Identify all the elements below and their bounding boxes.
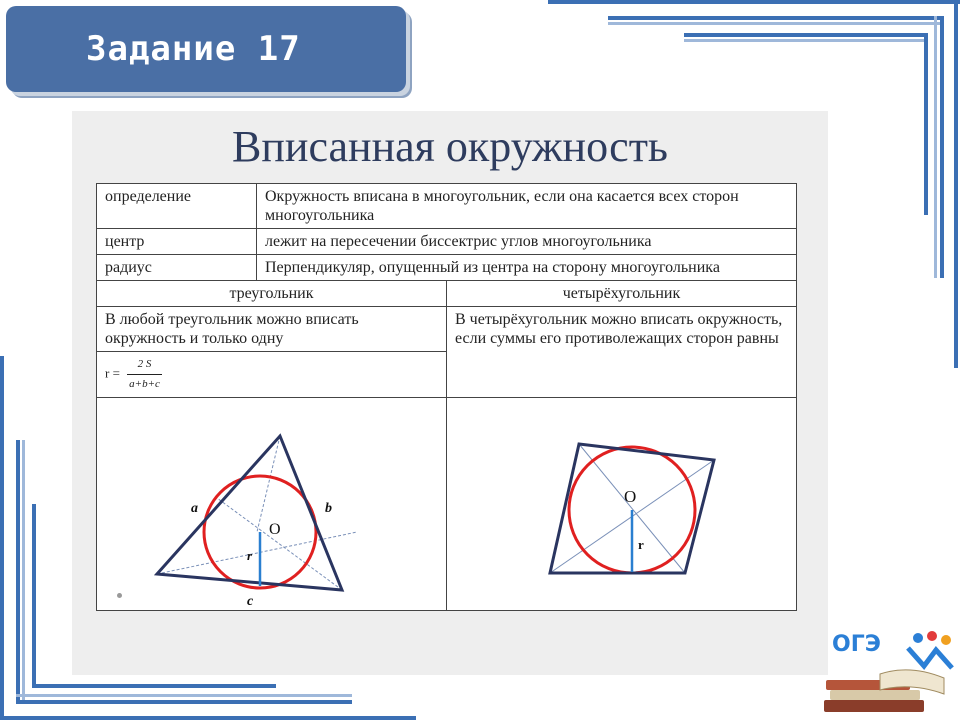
frame-line — [608, 22, 944, 25]
frame-line — [32, 684, 276, 688]
formula-numerator: 2 S — [127, 355, 162, 375]
term-cell: определение — [97, 184, 257, 229]
label-r: r — [638, 537, 644, 552]
oge-logo — [820, 628, 960, 720]
quad-figure — [447, 398, 797, 610]
label-o: O — [624, 487, 637, 506]
definition-cell: Окружность вписана в многоугольник, если она касается всех сторон многоугольника — [257, 184, 797, 229]
emblem-mark — [908, 648, 952, 668]
task-title: Задание 17 — [86, 29, 301, 69]
frame-line — [924, 33, 928, 215]
bullet-dot — [117, 593, 122, 598]
table-row — [97, 255, 797, 281]
book-shape — [830, 690, 920, 700]
frame-line — [16, 440, 20, 704]
formula-denominator: a+b+c — [129, 378, 160, 390]
definition-cell: лежит на пересечении биссектрис углов многоугольника — [257, 229, 797, 255]
quad-fact: В четырёхугольник можно вписать окружность, если суммы его противолежащих сторон равны — [447, 307, 797, 398]
term-cell: радиус — [97, 255, 257, 281]
frame-line — [684, 39, 928, 42]
frame-line — [548, 0, 960, 4]
task-badge — [6, 6, 406, 92]
table-row — [97, 398, 797, 611]
term-cell: центр — [97, 229, 257, 255]
frame-line — [0, 356, 4, 720]
frame-line — [954, 0, 958, 368]
frame-line — [934, 16, 937, 278]
person-head-icon — [941, 635, 951, 645]
frame-line — [684, 33, 928, 37]
frame-line — [32, 504, 36, 688]
formula-fraction — [127, 355, 162, 394]
frame-line — [608, 16, 944, 20]
frame-line — [16, 700, 352, 704]
frame-line — [22, 440, 25, 704]
label-o: O — [269, 521, 281, 538]
info-table — [96, 183, 797, 611]
label-r: r — [247, 548, 253, 563]
slide-title: Вписанная окружность — [232, 122, 668, 171]
frame-line — [940, 16, 944, 278]
person-head-icon — [913, 633, 923, 643]
frame-line — [0, 716, 416, 720]
radius-formula — [97, 352, 447, 398]
frame-line — [16, 694, 352, 697]
definition-cell: Перпендикуляр, опущенный из центра на сторону многоугольника — [257, 255, 797, 281]
table-row — [97, 307, 797, 352]
quad-figure-cell — [447, 398, 797, 611]
triangle-figure-cell — [97, 398, 447, 611]
table-row — [97, 184, 797, 229]
column-header-triangle: треугольник — [97, 281, 447, 307]
column-header-quad: четырёхугольник — [447, 281, 797, 307]
label-a: a — [191, 501, 198, 516]
slide-panel — [72, 111, 828, 675]
formula-lhs: r = — [105, 365, 120, 381]
table-row — [97, 229, 797, 255]
table-row — [97, 281, 797, 307]
book-shape — [824, 700, 924, 712]
person-head-icon — [927, 631, 937, 641]
triangle-fact: В любой треугольник можно вписать окружность и только одну — [97, 307, 447, 352]
label-c: c — [247, 594, 254, 609]
logo-text: ОГЭ — [832, 632, 881, 657]
label-b: b — [325, 501, 332, 516]
triangle-figure — [97, 398, 447, 610]
